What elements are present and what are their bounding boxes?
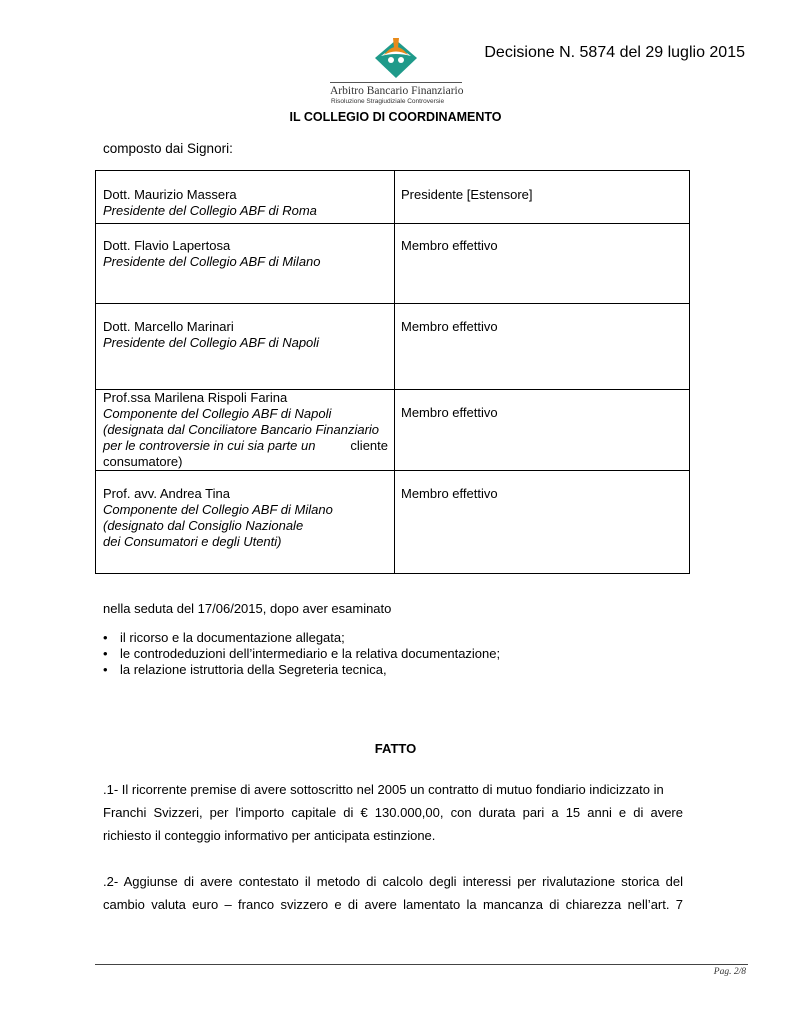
role-cell [395, 224, 690, 304]
footer-divider [95, 964, 748, 965]
page-number: Pag. 2/8 [713, 967, 746, 977]
logo-title: Arbitro Bancario Finanziario [330, 85, 464, 97]
member-row [96, 390, 690, 471]
member-desc [103, 438, 388, 454]
member-role: Membro effettivo [401, 238, 498, 253]
list-item: • le controdeduzioni dell’intermediario e la relativa documentazione; [103, 646, 500, 662]
abf-emblem-icon [371, 36, 421, 80]
paragraph-line: richiesto il conteggio informativo per anticipata estinzione. [103, 828, 436, 843]
member-name: Dott. Maurizio Massera [103, 187, 237, 202]
logo-subtitle: Risoluzione Stragiudiziale Controversie [331, 98, 445, 105]
decision-number: Decisione N. 5874 del 29 luglio 2015 [484, 44, 745, 61]
members-table [95, 170, 690, 574]
member-desc-part: per le controversie in cui sia parte un [103, 438, 316, 453]
member-cell [96, 304, 395, 390]
logo-rule [330, 82, 462, 83]
section-title: FATTO [374, 741, 417, 756]
member-desc: Presidente del Collegio ABF di Milano [103, 254, 321, 269]
member-role: Presidente [Estensore] [401, 187, 533, 202]
intro-text: composto dai Signori: [103, 141, 233, 156]
collegio-heading: IL COLLEGIO DI COORDINAMENTO [289, 110, 502, 124]
member-cell [96, 171, 395, 224]
member-row [96, 304, 690, 390]
paragraph-line: cambio valuta euro – franco svizzero e di avere lamentato la mancanza di chiarezza nell’art. 7 [103, 897, 683, 912]
paragraph-line: Franchi Svizzeri, per l'importo capitale di € 130.000,00, con durata pari a 15 anni e di avere [103, 805, 683, 820]
member-desc: Componente del Collegio ABF di Milano [103, 502, 333, 517]
member-name: Dott. Marcello Marinari [103, 319, 234, 334]
member-role: Membro effettivo [401, 319, 498, 334]
role-cell [395, 304, 690, 390]
paragraph-2 [103, 870, 683, 916]
member-desc-tail: cliente [350, 438, 388, 453]
role-cell [395, 390, 690, 471]
role-cell [395, 171, 690, 224]
documents-list [103, 630, 500, 678]
list-item: • il ricorso e la documentazione allegata; [103, 630, 500, 646]
member-row [96, 171, 690, 224]
member-cell [96, 471, 395, 574]
member-row [96, 224, 690, 304]
member-desc: dei Consumatori e degli Utenti) [103, 534, 282, 549]
paragraph-1 [103, 778, 683, 847]
member-name: Prof. avv. Andrea Tina [103, 486, 230, 501]
member-desc: (designato dal Consiglio Nazionale [103, 518, 304, 533]
role-cell [395, 471, 690, 574]
member-role: Membro effettivo [401, 486, 498, 501]
seduta-text: nella seduta del 17/06/2015, dopo aver esaminato [103, 601, 392, 616]
paragraph-line: .1- Il ricorrente premise di avere sottoscritto nel 2005 un contratto di mutuo fondiario indicizzato in [103, 782, 664, 797]
member-cell [96, 390, 395, 471]
list-item: • la relazione istruttoria della Segreteria tecnica, [103, 662, 500, 678]
member-name: Dott. Flavio Lapertosa [103, 238, 231, 253]
abf-logo [328, 36, 464, 106]
member-desc: (designata dal Conciliatore Bancario Finanziario [103, 422, 380, 437]
member-name: Prof.ssa Marilena Rispoli Farina [103, 390, 288, 405]
paragraph-line: .2- Aggiunse di avere contestato il metodo di calcolo degli interessi per rivalutazione storica del [103, 874, 683, 889]
member-cell [96, 224, 395, 304]
member-desc: Componente del Collegio ABF di Napoli [103, 406, 332, 421]
member-desc: Presidente del Collegio ABF di Roma [103, 203, 317, 218]
member-desc-last: consumatore) [103, 454, 183, 469]
member-row [96, 471, 690, 574]
member-role: Membro effettivo [401, 405, 498, 420]
member-desc: Presidente del Collegio ABF di Napoli [103, 335, 320, 350]
